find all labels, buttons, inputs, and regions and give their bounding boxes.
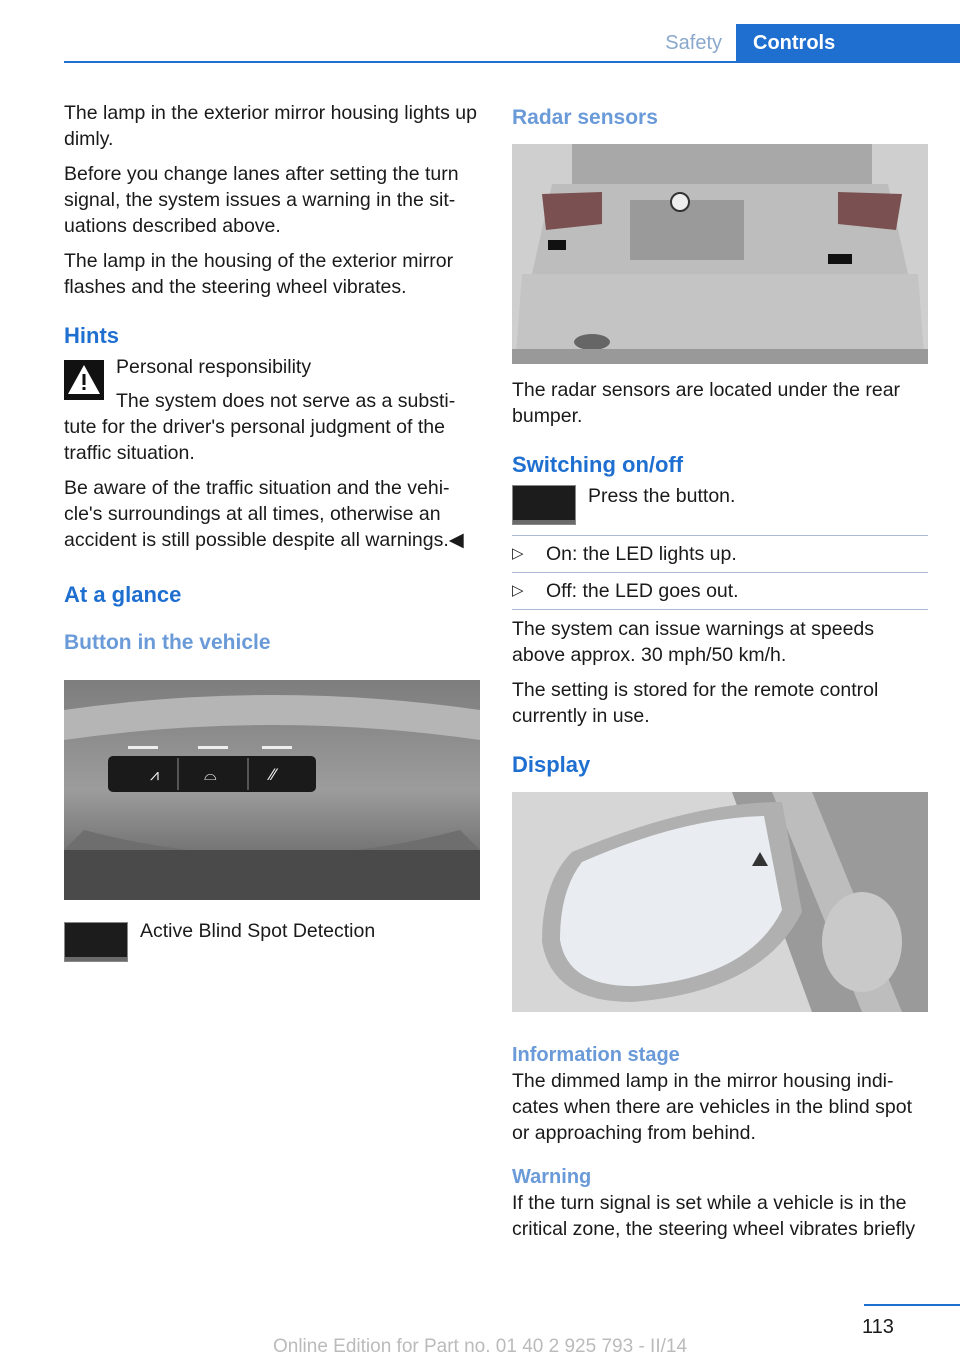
blind-spot-button-icon <box>512 485 576 525</box>
warning-text: The system does not serve as a substi‐tute for the driver's personal judgment of the traffic situation. <box>64 390 456 464</box>
button-caption: Active Blind Spot Detection <box>140 920 376 942</box>
at-a-glance-heading: At a glance <box>64 582 182 607</box>
radar-sensor-photo <box>512 144 928 364</box>
right-column <box>512 377 928 779</box>
warning-text-2: Be aware of the traffic situation and the vehi‐cle's surroundings at all times, otherwise an accident is still possible despite all warnings.◀ <box>64 477 464 551</box>
press-text: Press the button. <box>588 485 736 507</box>
display-heading: Display <box>512 752 591 777</box>
press-button-row <box>512 483 928 525</box>
bullet-triangle-icon: ▷ <box>512 545 524 562</box>
hints-heading: Hints <box>64 323 119 348</box>
section-tab-safety[interactable]: Safety <box>665 32 722 54</box>
button-caption-row <box>64 918 480 962</box>
paragraph: If the turn signal is set while a vehicle is in the critical zone, the steering wheel vibrates briefly <box>512 1192 916 1240</box>
switch-heading: Switching on/off <box>512 452 684 477</box>
button-heading: Button in the vehicle <box>64 631 271 654</box>
warning-title: Personal responsibility <box>116 356 312 378</box>
bullet-triangle-icon: ▷ <box>512 582 524 599</box>
edition-footer: Online Edition for Part no. 01 40 2 925 793 - II/14 <box>272 1336 688 1357</box>
display-text-block <box>512 1042 928 1251</box>
paragraph: Before you change lanes after setting the turn signal, the system issues a warning in the sit‐uations described above. <box>64 163 459 237</box>
paragraph: The radar sensors are located under the rear bumper. <box>512 379 901 427</box>
svg-text:⁄⁄: ⁄⁄ <box>270 765 276 784</box>
svg-text:⩘: ⩘ <box>150 765 160 784</box>
blind-spot-button-icon <box>64 922 128 962</box>
mirror-display-photo <box>512 792 928 1012</box>
page-number: 113 <box>862 1316 894 1338</box>
left-column <box>64 100 480 657</box>
footer-rule <box>864 1304 960 1306</box>
list-item <box>512 573 928 610</box>
paragraph: The lamp in the exterior mirror housing lights up dimly. <box>64 102 477 150</box>
warning-stage-heading: Warning <box>512 1166 592 1188</box>
list-item-text: Off: the LED goes out. <box>546 580 739 602</box>
svg-text:⌓: ⌓ <box>204 765 217 784</box>
button-panel-photo <box>64 680 480 900</box>
info-stage-heading: Information stage <box>512 1044 680 1066</box>
paragraph: The lamp in the housing of the exterior mirror flashes and the steering wheel vibrates. <box>64 250 454 298</box>
list-item-text: On: the LED lights up. <box>546 543 737 565</box>
bullet-list <box>512 535 928 610</box>
paragraph: The setting is stored for the remote control currently in use. <box>512 679 879 727</box>
warning-triangle-icon <box>64 360 104 400</box>
paragraph: The system can issue warnings at speeds above approx. 30 mph/50 km/h. <box>512 618 875 666</box>
paragraph: The dimmed lamp in the mirror housing indi‐cates when there are vehicles in the blind spot or approaching from behind. <box>512 1070 912 1144</box>
header-rule <box>64 61 960 63</box>
list-item <box>512 536 928 573</box>
section-tab-controls[interactable]: Controls <box>736 24 960 62</box>
radar-heading: Radar sensors <box>512 106 658 129</box>
